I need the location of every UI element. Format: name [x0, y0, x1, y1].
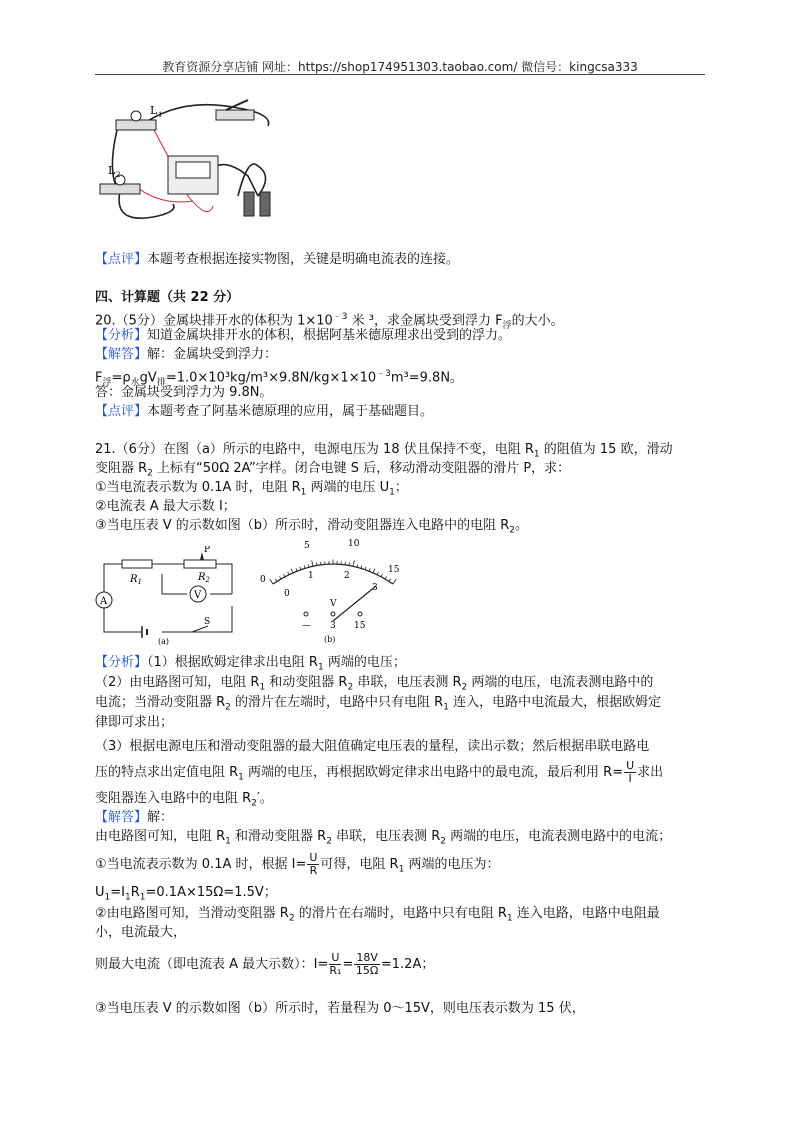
- dial-tick: [393, 579, 396, 584]
- terminal-15: 15: [354, 621, 366, 631]
- label-l1-sub: 1: [158, 111, 163, 119]
- dial-tick: [291, 569, 293, 573]
- dial-tick: [353, 560, 354, 566]
- top-scale-5: 5: [304, 541, 310, 551]
- dial-tick: [304, 565, 305, 568]
- scale-0-bottom: 0: [284, 589, 290, 599]
- dial-tick: [373, 569, 375, 573]
- dial-tick: [275, 579, 277, 582]
- comment-figure1: 【点评】本题考查根据连接实物图，关键是明确电流表的连接。: [95, 252, 460, 267]
- dial-tick: [312, 560, 313, 566]
- q20-stem: 20.（5分）金属块排开水的体积为 $1\times 10^{﹣3}$ 米 ³，求金属块受到浮力 $F_浮$的大小。: [95, 312, 564, 331]
- dial-tick: [381, 574, 382, 577]
- voltmeter-label: V: [194, 590, 202, 601]
- fraction-u-over-i: $\frac{U}{I}$: [626, 759, 635, 785]
- dial-tick: [369, 568, 370, 571]
- q21-solution-5: 小，电流最大，: [95, 925, 187, 940]
- fraction-18v-over-15ohm: $\frac{18V}{15\Omega}$: [355, 951, 379, 977]
- ammeter-label: A: [100, 596, 108, 607]
- dial-tick: [270, 579, 273, 584]
- dial-tick: [288, 572, 289, 575]
- voltmeter-dial-b: [258, 536, 408, 648]
- dial-meter-label: V: [330, 599, 337, 609]
- q20-formula: $F_浮=\rho_水gV_排=1.0\times 10^3kg/m^3\times 9.8N/kg\times 1\times 10^{﹣3}m^3=9.8N$。: [95, 369, 464, 388]
- dial-tick: [349, 562, 350, 565]
- dial-tick: [300, 567, 301, 570]
- p-label: P: [204, 546, 211, 555]
- label-l2-sub: 2: [116, 171, 121, 179]
- q21-solution-4: ②由电路图可知，当滑动变阻器 $R_2$ 的滑片在右端时，电路中只有电阻 $R_1$ 连入电路，电路中电阻最: [95, 906, 660, 924]
- circuit-diagram-a: [92, 546, 242, 646]
- q21-line1: 21.（6分）在图（a）所示的电路中，电源电压为 18 伏且保持不变，电阻 $R_1$ 的阻值为 15 欧，滑动: [95, 442, 673, 460]
- q21-item2: ②电流表 A 最大示数 I；: [95, 499, 236, 514]
- q21-line2: 变阻器 $R_2$ 上标有“50Ω 2A”字样。闭合电键 S 后，移动滑动变阻器的滑片 P，求：: [95, 461, 571, 479]
- q21-solution-7: ③当电压表 V 的示数如图（b）所示时，若量程为 0～15V，则电压表示数为 15 伏，: [95, 1001, 585, 1016]
- q21-solution-tag: 【解答】解：: [95, 810, 174, 825]
- scale-2: 2: [344, 571, 350, 581]
- top-scale-10: 10: [348, 539, 360, 549]
- q21-analysis-6: 压的特点求出定值电阻 $R_1$ 两端的电压，再根据欧姆定律求出电路中的最电流，最后利用 R= $\frac{U}{I}$ 求出: [95, 759, 664, 785]
- scale-3: 3: [372, 583, 378, 593]
- r1-label: $R_1$: [130, 574, 142, 586]
- scale-1: 1: [308, 571, 314, 581]
- dial-tick: [365, 567, 366, 570]
- scale-15: 15: [388, 565, 400, 575]
- dial-tick: [389, 579, 391, 582]
- q20-answer-head: 【解答】解：金属块受到浮力：: [95, 347, 278, 362]
- label-l1: L: [150, 104, 158, 117]
- q21-solution-2: ①当电流表示数为 0.1A 时，根据 I= $\frac{U}{R}$ 可得，电阻 $R_1$ 两端的电压为：: [95, 851, 500, 877]
- fraction-u-over-r1: $\frac{U}{\text{R₁}}$: [329, 951, 342, 977]
- section-title: 四、计算题（共 22 分）: [95, 290, 240, 305]
- q21-analysis-1: 【分析】（1）根据欧姆定律求出电阻 $R_1$ 两端的电压；: [95, 655, 406, 673]
- terminal-3: 3: [330, 621, 336, 631]
- q21-analysis-3: 电流；当滑动变阻器 $R_2$ 的滑片在左端时，电路中只有电阻 $R_1$ 连入，电路中电流最大，根据欧姆定: [95, 695, 662, 713]
- q21-item1: ①当电流表示数为 0.1A 时，电阻 $R_1$ 两端的电压 $U_1$；: [95, 480, 408, 498]
- q21-analysis-5: （3）根据电源电压和滑动变阻器的最大阻值确定电压表的量程，读出示数；然后根据串联电路电: [95, 739, 650, 754]
- q20-comment: 【点评】本题考查了阿基米德原理的应用，属于基础题目。: [95, 404, 434, 419]
- circuit-photo-figure: [98, 96, 298, 236]
- page-header: 教育资源分享店铺 网址：https://shop174951303.taobao.com/ 微信号：kingcsa333: [162, 60, 638, 74]
- dial-tick: [296, 568, 297, 571]
- label-l2: L: [108, 164, 116, 177]
- q21-solution-6: 则最大电流（即电流表 A 最大示数）：I= $\frac{U}{\text{R₁}}$ = $\frac{18V}{15\Omega}$ =1.2A；: [95, 951, 435, 977]
- fraction-u-over-r: $\frac{U}{R}$: [309, 851, 318, 877]
- q20-analysis: 【分析】知道金属块排开水的体积，根据阿基米德原理求出受到的浮力。: [95, 328, 512, 343]
- scale-0-top: 0: [260, 575, 266, 585]
- q21-item3: ③当电压表 V 的示数如图（b）所示时，滑动变阻器连入电路中的电阻 $R_2$。: [95, 518, 528, 536]
- r2-label: $R_2$: [198, 572, 210, 584]
- q21-solution-1: 由电路图可知，电阻 $R_1$ 和滑动变阻器 $R_2$ 串联，电压表测 $R_2$ 两端的电压，电流表测电路中的电流；: [95, 829, 672, 847]
- q21-analysis-2: （2）由电路图可知，电阻 $R_1$ 和动变阻器 $R_2$ 串联，电压表测 $R_2$ 两端的电压，电流表测电路中的: [95, 675, 654, 693]
- q21-solution-3: $U_1=I_1R_1=0.1A\times 15\Omega=1.5V$；: [95, 885, 277, 903]
- caption-a: (a): [158, 637, 170, 646]
- dial-tick: [385, 576, 387, 579]
- header-divider: [95, 74, 705, 75]
- q21-analysis-7: 变阻器连入电路中的电阻 $R_2'$。: [95, 791, 273, 809]
- caption-b: (b): [324, 635, 336, 644]
- switch-label: S: [204, 617, 211, 627]
- dial-tick: [377, 572, 378, 575]
- terminal-neg: —: [302, 621, 311, 631]
- dial-tick: [361, 565, 362, 568]
- dial-tick: [279, 576, 281, 579]
- q21-analysis-4: 律即可求出；: [95, 715, 174, 730]
- dial-tick: [284, 574, 285, 577]
- dial-tick: [316, 562, 317, 565]
- q20-conclusion: 答：金属块受到浮力为 9.8N。: [95, 385, 273, 400]
